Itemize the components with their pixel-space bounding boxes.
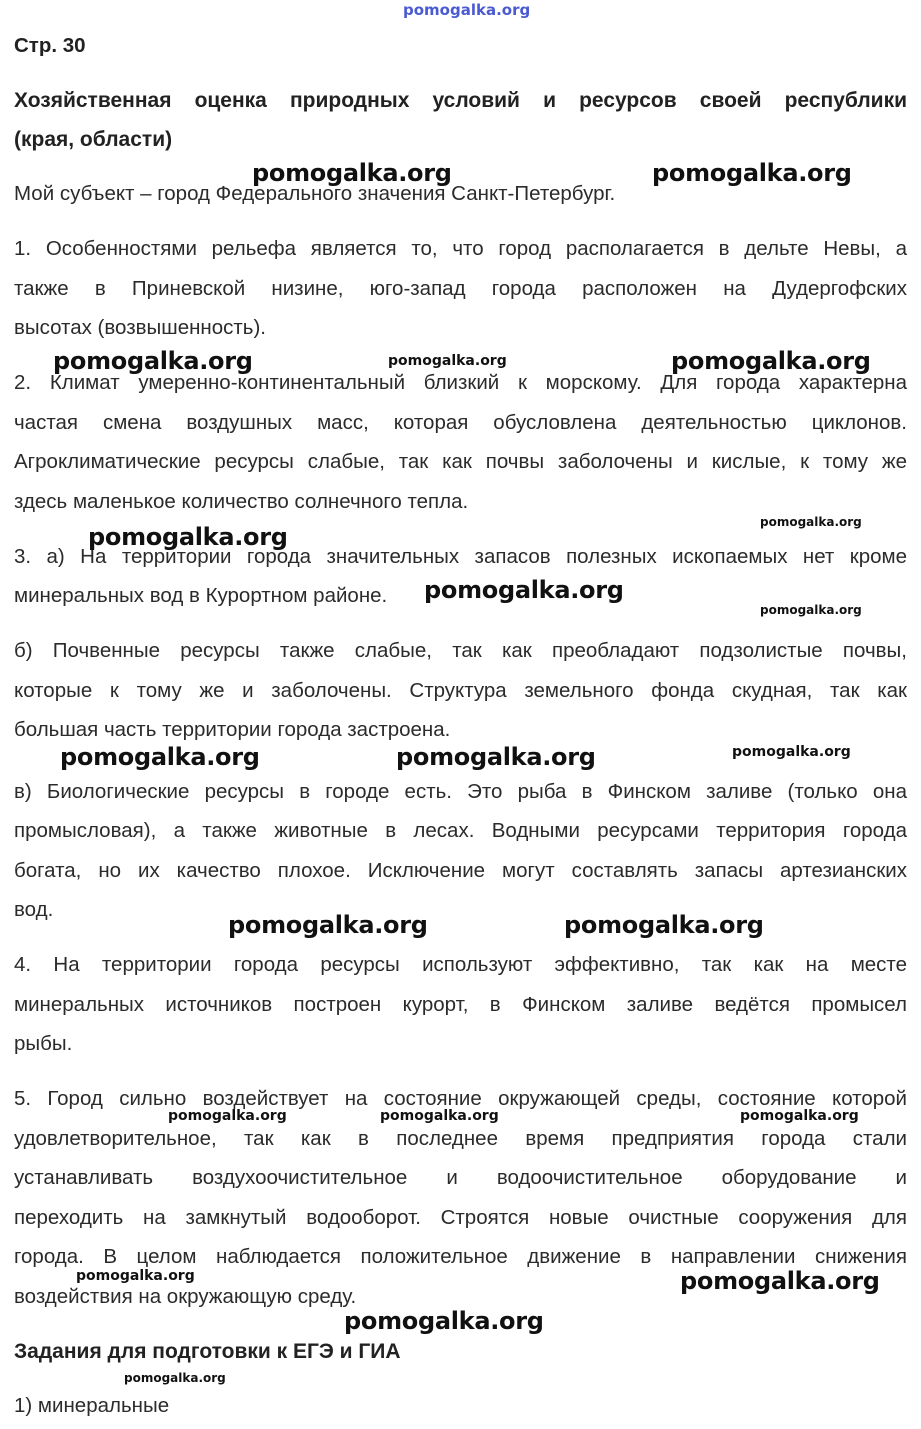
title-line-2: (края, области)	[14, 128, 173, 151]
watermark-text: pomogalka.org	[424, 576, 624, 604]
watermark-text: pomogalka.org	[124, 1371, 226, 1385]
tasks-heading: Задания для подготовки к ЕГЭ и ГИА	[14, 1340, 401, 1363]
watermark-text: pomogalka.org	[168, 1108, 287, 1124]
watermark-text: pomogalka.org	[252, 159, 452, 187]
watermark-text: pomogalka.org	[671, 347, 871, 375]
watermark-text: pomogalka.org	[760, 515, 862, 529]
paragraph-5-line: устанавливать воздухоочистительное и водоочистительное оборудование и	[14, 1166, 907, 1189]
paragraph-2-line: частая смена воздушных масс, которая обусловлена деятельностью циклонов.	[14, 411, 907, 434]
page-label: Стр. 30	[14, 34, 86, 57]
paragraph-5-line: города. В целом наблюдается положительное движение в направлении снижения	[14, 1245, 907, 1268]
paragraph-3a-line: минеральных вод в Курортном районе.	[14, 584, 388, 607]
watermark-text: pomogalka.org	[732, 744, 851, 760]
intro-text: Мой субъект – город Федерального значения Санкт-Петербург.	[14, 182, 616, 205]
watermark-top: pomogalka.org	[403, 1, 531, 19]
paragraph-5-line: переходить на замкнутый водооборот. Строятся новые очистные сооружения для	[14, 1206, 907, 1229]
paragraph-5-line: 5. Город сильно воздействует на состояние окружающей среды, состояние которой	[14, 1087, 907, 1110]
paragraph-3b-line: большая часть территории города застроена.	[14, 718, 451, 741]
watermark-text: pomogalka.org	[76, 1268, 195, 1284]
watermark-text: pomogalka.org	[680, 1267, 880, 1295]
watermark-text: pomogalka.org	[344, 1307, 544, 1335]
watermark-text: pomogalka.org	[760, 603, 862, 617]
title-line-1: Хозяйственная оценка природных условий и ресурсов своей республики	[14, 89, 907, 112]
paragraph-1-line: высотах (возвышенность).	[14, 316, 266, 339]
watermark-text: pomogalka.org	[388, 353, 507, 369]
watermark-text: pomogalka.org	[53, 347, 253, 375]
paragraph-3a-line: 3. а) На территории города значительных запасов полезных ископаемых нет кроме	[14, 545, 907, 568]
watermark-text: pomogalka.org	[228, 911, 428, 939]
watermark-text: pomogalka.org	[380, 1108, 499, 1124]
paragraph-2-line: Агроклиматические ресурсы слабые, так как почвы заболочены и кислые, к тому же	[14, 450, 907, 473]
watermark-text: pomogalka.org	[564, 911, 764, 939]
watermark-text: pomogalka.org	[740, 1108, 859, 1124]
paragraph-3b-line: которые к тому же и заболочены. Структура земельного фонда скудная, так как	[14, 679, 907, 702]
watermark-text: pomogalka.org	[652, 159, 852, 187]
paragraph-2-line: 2. Климат умеренно-континентальный близкий к морскому. Для города характерна	[14, 371, 907, 394]
paragraph-4-line: рыбы.	[14, 1032, 73, 1055]
paragraph-2-line: здесь маленькое количество солнечного тепла.	[14, 490, 469, 513]
paragraph-5-line: удовлетворительное, так как в последнее время предприятия города стали	[14, 1127, 907, 1150]
watermark-text: pomogalka.org	[88, 523, 288, 551]
paragraph-5-line: воздействия на окружающую среду.	[14, 1285, 357, 1308]
paragraph-1-line: также в Приневской низине, юго-запад города расположен на Дудергофских	[14, 277, 907, 300]
paragraph-3c-line: богата, но их качество плохое. Исключение могут составлять запасы артезианских	[14, 859, 907, 882]
answer-1: 1) минеральные	[14, 1394, 170, 1417]
paragraph-3c-line: вод.	[14, 898, 54, 921]
paragraph-4-line: 4. На территории города ресурсы используют эффективно, так как на месте	[14, 953, 907, 976]
paragraph-3b-line: б) Почвенные ресурсы также слабые, так как преобладают подзолистые почвы,	[14, 639, 907, 662]
watermark-text: pomogalka.org	[60, 743, 260, 771]
watermark-text: pomogalka.org	[396, 743, 596, 771]
paragraph-3c-line: в) Биологические ресурсы в городе есть. Это рыба в Финском заливе (только она	[14, 780, 907, 803]
paragraph-1-line: 1. Особенностями рельефа является то, что город располагается в дельте Невы, а	[14, 237, 907, 260]
paragraph-4-line: минеральных источников построен курорт, в Финском заливе ведётся промысел	[14, 993, 907, 1016]
paragraph-3c-line: промысловая), а также животные в лесах. Водными ресурсами территория города	[14, 819, 907, 842]
